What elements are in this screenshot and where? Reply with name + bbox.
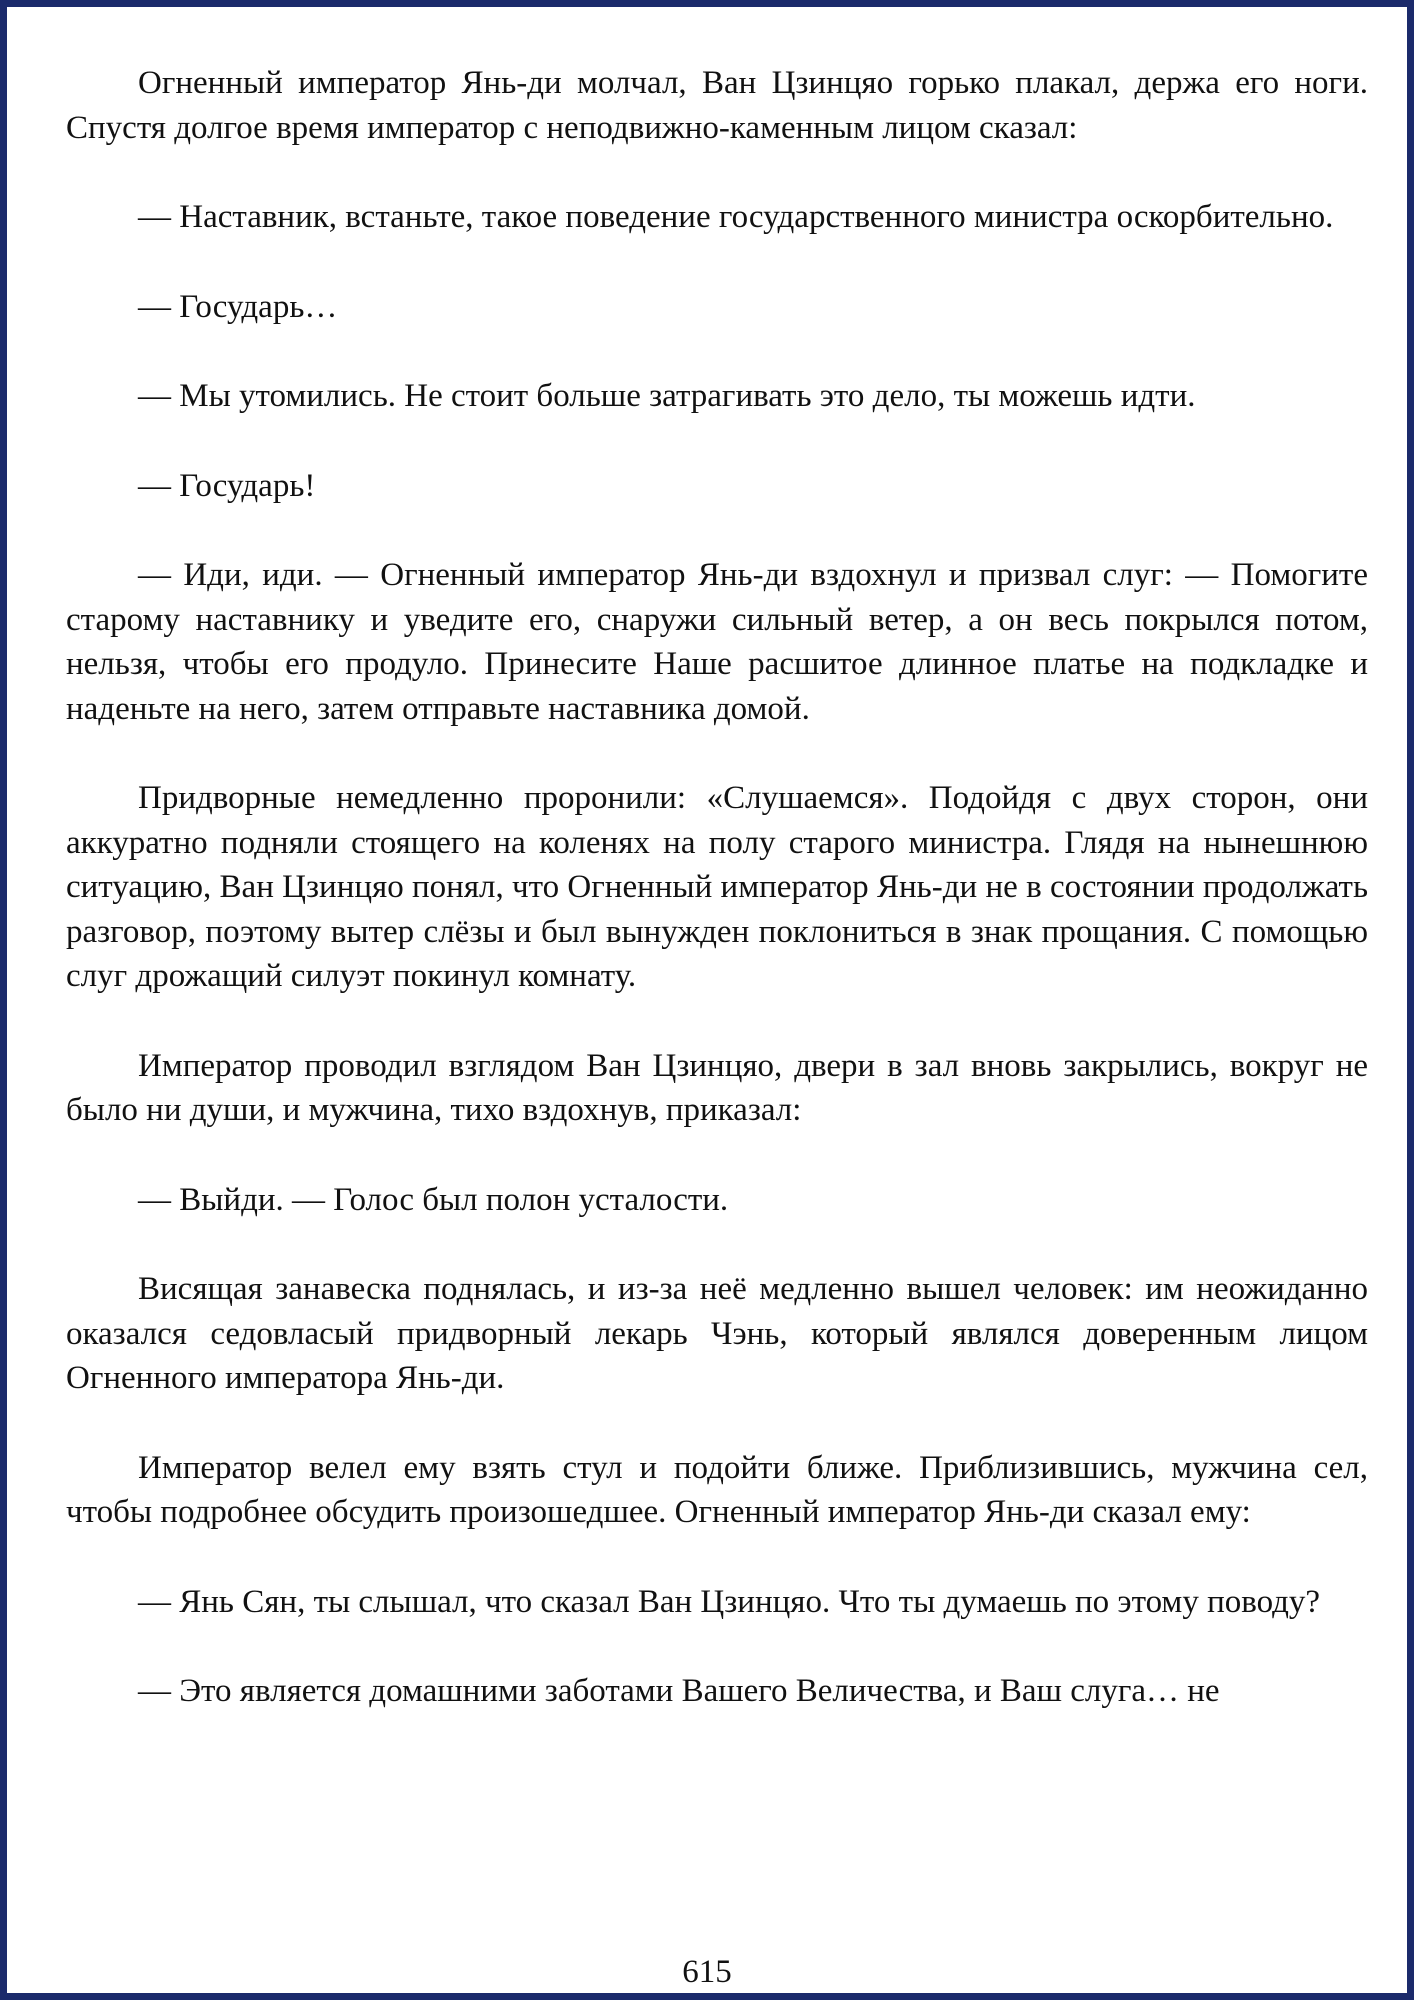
paragraph: — Мы утомились. Не стоит больше затрагивать это дело, ты можешь идти. (138, 378, 1196, 414)
paragraph: — Государь… (138, 288, 338, 325)
paragraph: — Янь Сян, ты слышал, что сказал Ван Цзинцяо. Что ты думаешь по этому поводу? (138, 1583, 1321, 1620)
paragraph: — Государь! (138, 467, 316, 504)
paragraph: — Выйди. — Голос был полон усталости. (138, 1181, 729, 1218)
paragraph: Придворные немедленно проронили: «Слушаемся». Подойдя с двух сторон, они аккуратно подняли стоящего на коленях на полу старого министра. Глядя на нынешнюю ситуацию, Ван Цзинцяо понял, что Огненный император Янь-ди не в состоянии продолжать разговор, поэтому вытер слёзы и был вынужден поклониться в знак прощания. С помощью слуг дрожащий силуэт покинул комнату. (66, 780, 1368, 994)
paragraph: Висящая занавеска поднялась, и из-за неё медленно вышел человек: им неожиданно оказался седовласый придворный лекарь Чэнь, который являлся доверенным лицом Огненного императора Янь-ди. (66, 1271, 1368, 1396)
paragraph: — Наставник, встаньте, такое поведение государственного министра оскорбительно. (138, 199, 1334, 235)
paragraph: Огненный император Янь-ди молчал, Ван Цзинцяо горько плакал, держа его ноги. Спустя долгое время император с неподвижно-каменным лицом сказал: (66, 65, 1368, 146)
page-text-body (66, 61, 1368, 1714)
paragraph: — Это является домашними заботами Вашего Величества, и Ваш слуга… не (138, 1673, 1220, 1709)
paragraph: Император велел ему взять стул и подойти ближе. Приблизившись, мужчина сел, чтобы подробнее обсудить произошедшее. Огненный император Янь-ди сказал ему: (66, 1449, 1368, 1530)
paragraph: Император проводил взглядом Ван Цзинцяо, двери в зал вновь закрылись, вокруг не было ни души, и мужчина, тихо вздохнув, приказал: (66, 1047, 1368, 1128)
paragraph: — Иди, иди. — Огненный император Янь-ди вздохнул и призвал слуг: — Помогите старому наставнику и уведите его, снаружи сильный ветер, а он весь покрылся потом, нельзя, чтобы его продуло. Принесите Наше расшитое длинное платье на подкладке и наденьте на него, затем отправьте наставника домой. (66, 557, 1368, 727)
page-number: 615 (682, 1954, 732, 1990)
